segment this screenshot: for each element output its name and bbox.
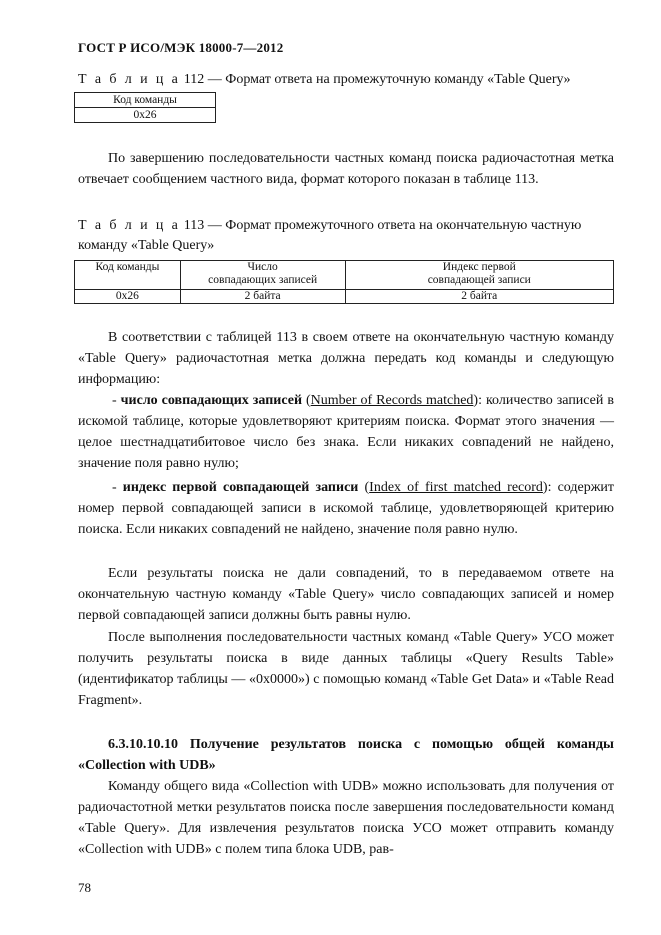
list-item: - индекс первой совпадающей записи (Index of first matched record): содержит номер первой совпадающей записи в искомой таблице, удовлетворяющей критерию поиска. Если никаких совпадений не найдено, значение поля равно нулю.	[78, 480, 615, 537]
table-header-cell: Код команды	[75, 93, 216, 108]
table-112-caption	[78, 70, 614, 90]
english-term: Index of first matched record	[369, 480, 543, 495]
table-header-cell: Индекс первой совпадающей записи	[345, 261, 613, 290]
table-cell: 0x26	[75, 108, 216, 123]
table-caption-word: Т а б л и ц а	[78, 218, 181, 233]
term: число совпадающих записей	[120, 393, 303, 408]
document-header: ГОСТ Р ИСО/МЭК 18000-7—2012	[78, 40, 284, 55]
list-item: - число совпадающих записей (Number of Records matched): количество записей в искомой таблице, которые удовлетворяют критериям поиска. Формат этого значения — целое шестнадцатибитовое число без знака. Если никаких совпадений не найдено, значение поля равно нулю;	[78, 393, 614, 471]
english-term: Number of Records matched	[310, 393, 474, 408]
table-caption-word: Т а б л и ц а	[78, 72, 181, 87]
page-number: 78	[78, 880, 91, 895]
table-113-caption	[78, 216, 614, 256]
paragraph-2: В соответствии с таблицей 113 в своем ответе на окончательную частную команду «Table Query» радиочастотная метка должна передать код команды и следующую информацию:	[78, 330, 614, 387]
term: индекс первой совпадающей записи	[122, 480, 359, 495]
paragraph-5: Команду общего вида «Collection with UDB» можно использовать для получения от радиочастотной метки результатов поиска после завершения последовательности команд «Table Query». Для извлечения результатов поиска УСО может отправить команду «Collection with UDB» с полем типа блока UDB, рав-	[78, 779, 614, 857]
table-caption-text: 113 — Формат промежуточного ответа на окончательную частную команду «Table Query»	[78, 218, 582, 253]
table-cell: 2 байта	[180, 290, 345, 304]
paragraph-4: После выполнения последовательности частных команд «Table Query» УСО может получить результаты поиска в виде данных таблицы «Query Results Table» (идентификатор таблицы — «0x0000») с помощью команд «Table Get Data» и «Table Read Fragment».	[78, 630, 614, 708]
section-heading: 6.3.10.10.10 Получение результатов поиска с помощью общей команды «Collection with UDB»	[78, 737, 614, 773]
table-header-cell: Код команды	[75, 261, 181, 290]
table-cell: 0x26	[75, 290, 181, 304]
table-caption-text: 112 — Формат ответа на промежуточную команду «Table Query»	[180, 72, 571, 87]
paragraph-3: Если результаты поиска не дали совпадений, то в передаваемом ответе на окончательную частную команду «Table Query» число совпадающих записей и номер первой совпадающей записи должны быть равны нулю.	[78, 566, 614, 623]
paragraph-1: По завершению последовательности частных команд поиска радиочастотная метка отвечает сообщением частного вида, формат которого показан в таблице 113.	[78, 151, 614, 187]
table-112	[74, 92, 216, 123]
table-header-cell: Число совпадающих записей	[180, 261, 345, 290]
table-cell: 2 байта	[345, 290, 613, 304]
table-113	[74, 260, 614, 304]
